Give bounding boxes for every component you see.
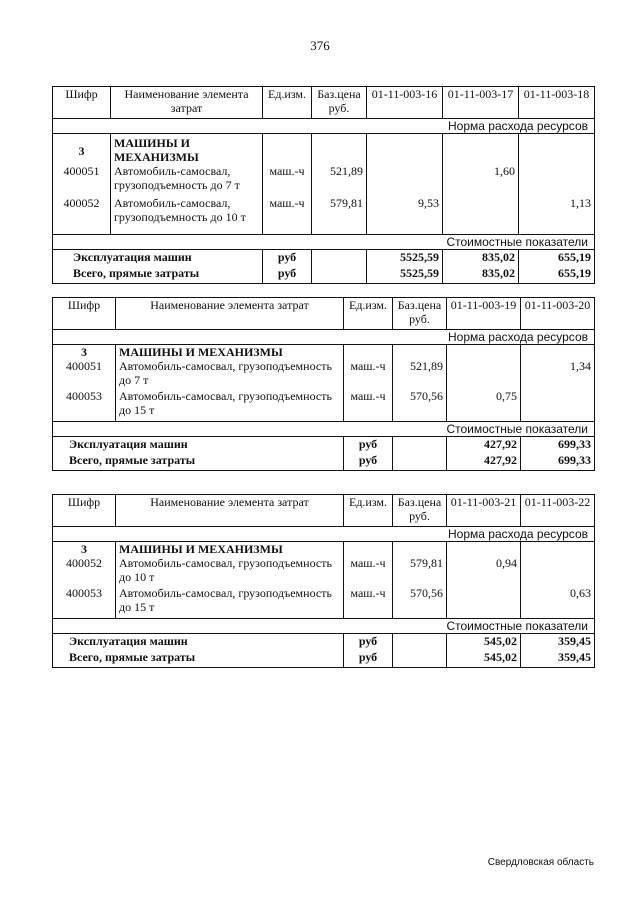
section-row [53,134,595,165]
header-col: 01-11-003-22 [521,495,595,527]
total-row [53,633,595,650]
total-value: 545,02 [447,633,521,650]
row-code: 400051 [63,164,100,178]
section-name: МАШИНЫ И МЕХАНИЗМЫ [116,542,344,557]
total-unit: руб [344,650,393,667]
header-price: Баз.цена руб. [393,495,447,527]
row-unit: маш.-ч [344,389,393,421]
total-row [53,266,595,283]
header-col: 01-11-003-17 [443,87,519,119]
total-value: 545,02 [447,650,521,667]
row-name: Автомобиль-самосвал, грузоподъемность до 15 т [116,389,344,421]
total-label: Всего, прямые затраты [73,266,200,280]
header-unit: Ед.изм. [263,87,312,119]
cost-label: Стоимостные показатели [446,421,588,436]
row-value: 1,34 [521,359,595,389]
row-name: Автомобиль-самосвал, грузоподъемность до 7 т [111,164,263,196]
header-price: Баз.цена руб. [393,298,447,330]
total-unit: руб [344,453,393,470]
row-value: 1,60 [443,164,519,196]
row-value: 0,75 [447,389,521,421]
row-price: 521,89 [393,359,447,389]
section-name: МАШИНЫ И МЕХАНИЗМЫ [116,345,344,360]
norm-label: Норма расхода ресурсов [448,527,588,541]
header-code: Шифр [67,495,101,509]
row-code: 400052 [66,556,102,570]
row-price: 570,56 [393,586,447,618]
section-row [53,345,595,360]
header-col: 01-11-003-21 [447,495,521,527]
header-col: 01-11-003-18 [519,87,595,119]
total-value: 5525,59 [367,249,443,266]
total-row [53,453,595,470]
total-unit: руб [263,249,312,266]
resource-table-1 [52,86,595,284]
header-code: Шифр [65,87,98,101]
row-price: 521,89 [312,164,367,196]
header-name: Наименование элемента затрат [116,495,344,527]
row-value: 1,13 [519,196,595,234]
row-value [447,586,521,618]
header-col: 01-11-003-19 [447,298,521,330]
table-row [53,196,595,234]
row-unit: маш.-ч [344,586,393,618]
table-row [53,556,595,586]
total-value: 699,33 [521,436,595,453]
table-row [53,586,595,618]
resource-table-2 [52,297,595,471]
page-number: 376 [310,38,330,53]
total-value: 699,33 [521,453,595,470]
row-value [521,556,595,586]
norm-label: Норма расхода ресурсов [448,119,588,133]
header-col: 01-11-003-20 [521,298,595,330]
total-label: Всего, прямые затраты [69,650,196,664]
row-value [521,389,595,421]
total-row [53,249,595,266]
total-value: 5525,59 [367,266,443,283]
row-value: 9,53 [367,196,443,234]
resource-table-3 [52,494,595,668]
total-value: 359,45 [521,650,595,667]
row-code: 400052 [63,196,100,210]
table-row [53,164,595,196]
table-row [53,359,595,389]
row-name: Автомобиль-самосвал, грузоподъемность до 7 т [116,359,344,389]
footer-region: Свердловская область [487,857,594,868]
header-unit: Ед.изм. [344,495,393,527]
total-value: 835,02 [443,249,519,266]
header-col: 01-11-003-16 [367,87,443,119]
section-row [53,542,595,557]
total-value: 359,45 [521,633,595,650]
section-code: 3 [78,144,85,158]
row-name: Автомобиль-самосвал, грузоподъемность до 10 т [111,196,263,234]
header-name: Наименование элемента затрат [111,87,263,119]
row-unit: маш.-ч [344,556,393,586]
row-unit: маш.-ч [344,359,393,389]
cost-label: Стоимостные показатели [446,618,588,633]
row-value [447,359,521,389]
norm-label: Норма расхода ресурсов [448,330,588,344]
total-unit: руб [344,436,393,453]
section-code: 3 [81,542,87,556]
section-code: 3 [81,345,87,359]
header-unit: Ед.изм. [344,298,393,330]
row-value [443,196,519,234]
row-price: 570,56 [393,389,447,421]
row-code: 400051 [66,359,102,373]
header-name: Наименование элемента затрат [116,298,344,330]
total-value: 427,92 [447,453,521,470]
total-value: 835,02 [443,266,519,283]
row-price: 579,81 [393,556,447,586]
total-label: Всего, прямые затраты [69,453,196,467]
total-label: Эксплуатация машин [69,633,188,648]
total-label: Эксплуатация машин [73,249,192,264]
row-value: 0,94 [447,556,521,586]
row-code: 400053 [66,586,102,600]
total-label: Эксплуатация машин [69,436,188,451]
cost-label: Стоимостные показатели [446,234,588,249]
total-value: 655,19 [519,266,595,283]
row-name: Автомобиль-самосвал, грузоподъемность до 10 т [116,556,344,586]
row-unit: маш.-ч [263,164,312,196]
row-value [519,164,595,196]
table-row [53,389,595,421]
row-name: Автомобиль-самосвал, грузоподъемность до 15 т [116,586,344,618]
total-row [53,650,595,667]
total-unit: руб [344,633,393,650]
total-value: 427,92 [447,436,521,453]
row-unit: маш.-ч [263,196,312,234]
row-value: 0,63 [521,586,595,618]
total-unit: руб [263,266,312,283]
total-row [53,436,595,453]
row-code: 400053 [66,389,102,403]
total-value: 655,19 [519,249,595,266]
header-price: Баз.цена руб. [312,87,367,119]
row-value [367,164,443,196]
section-name: МАШИНЫ И МЕХАНИЗМЫ [111,134,263,165]
header-code: Шифр [67,298,101,312]
row-price: 579,81 [312,196,367,234]
